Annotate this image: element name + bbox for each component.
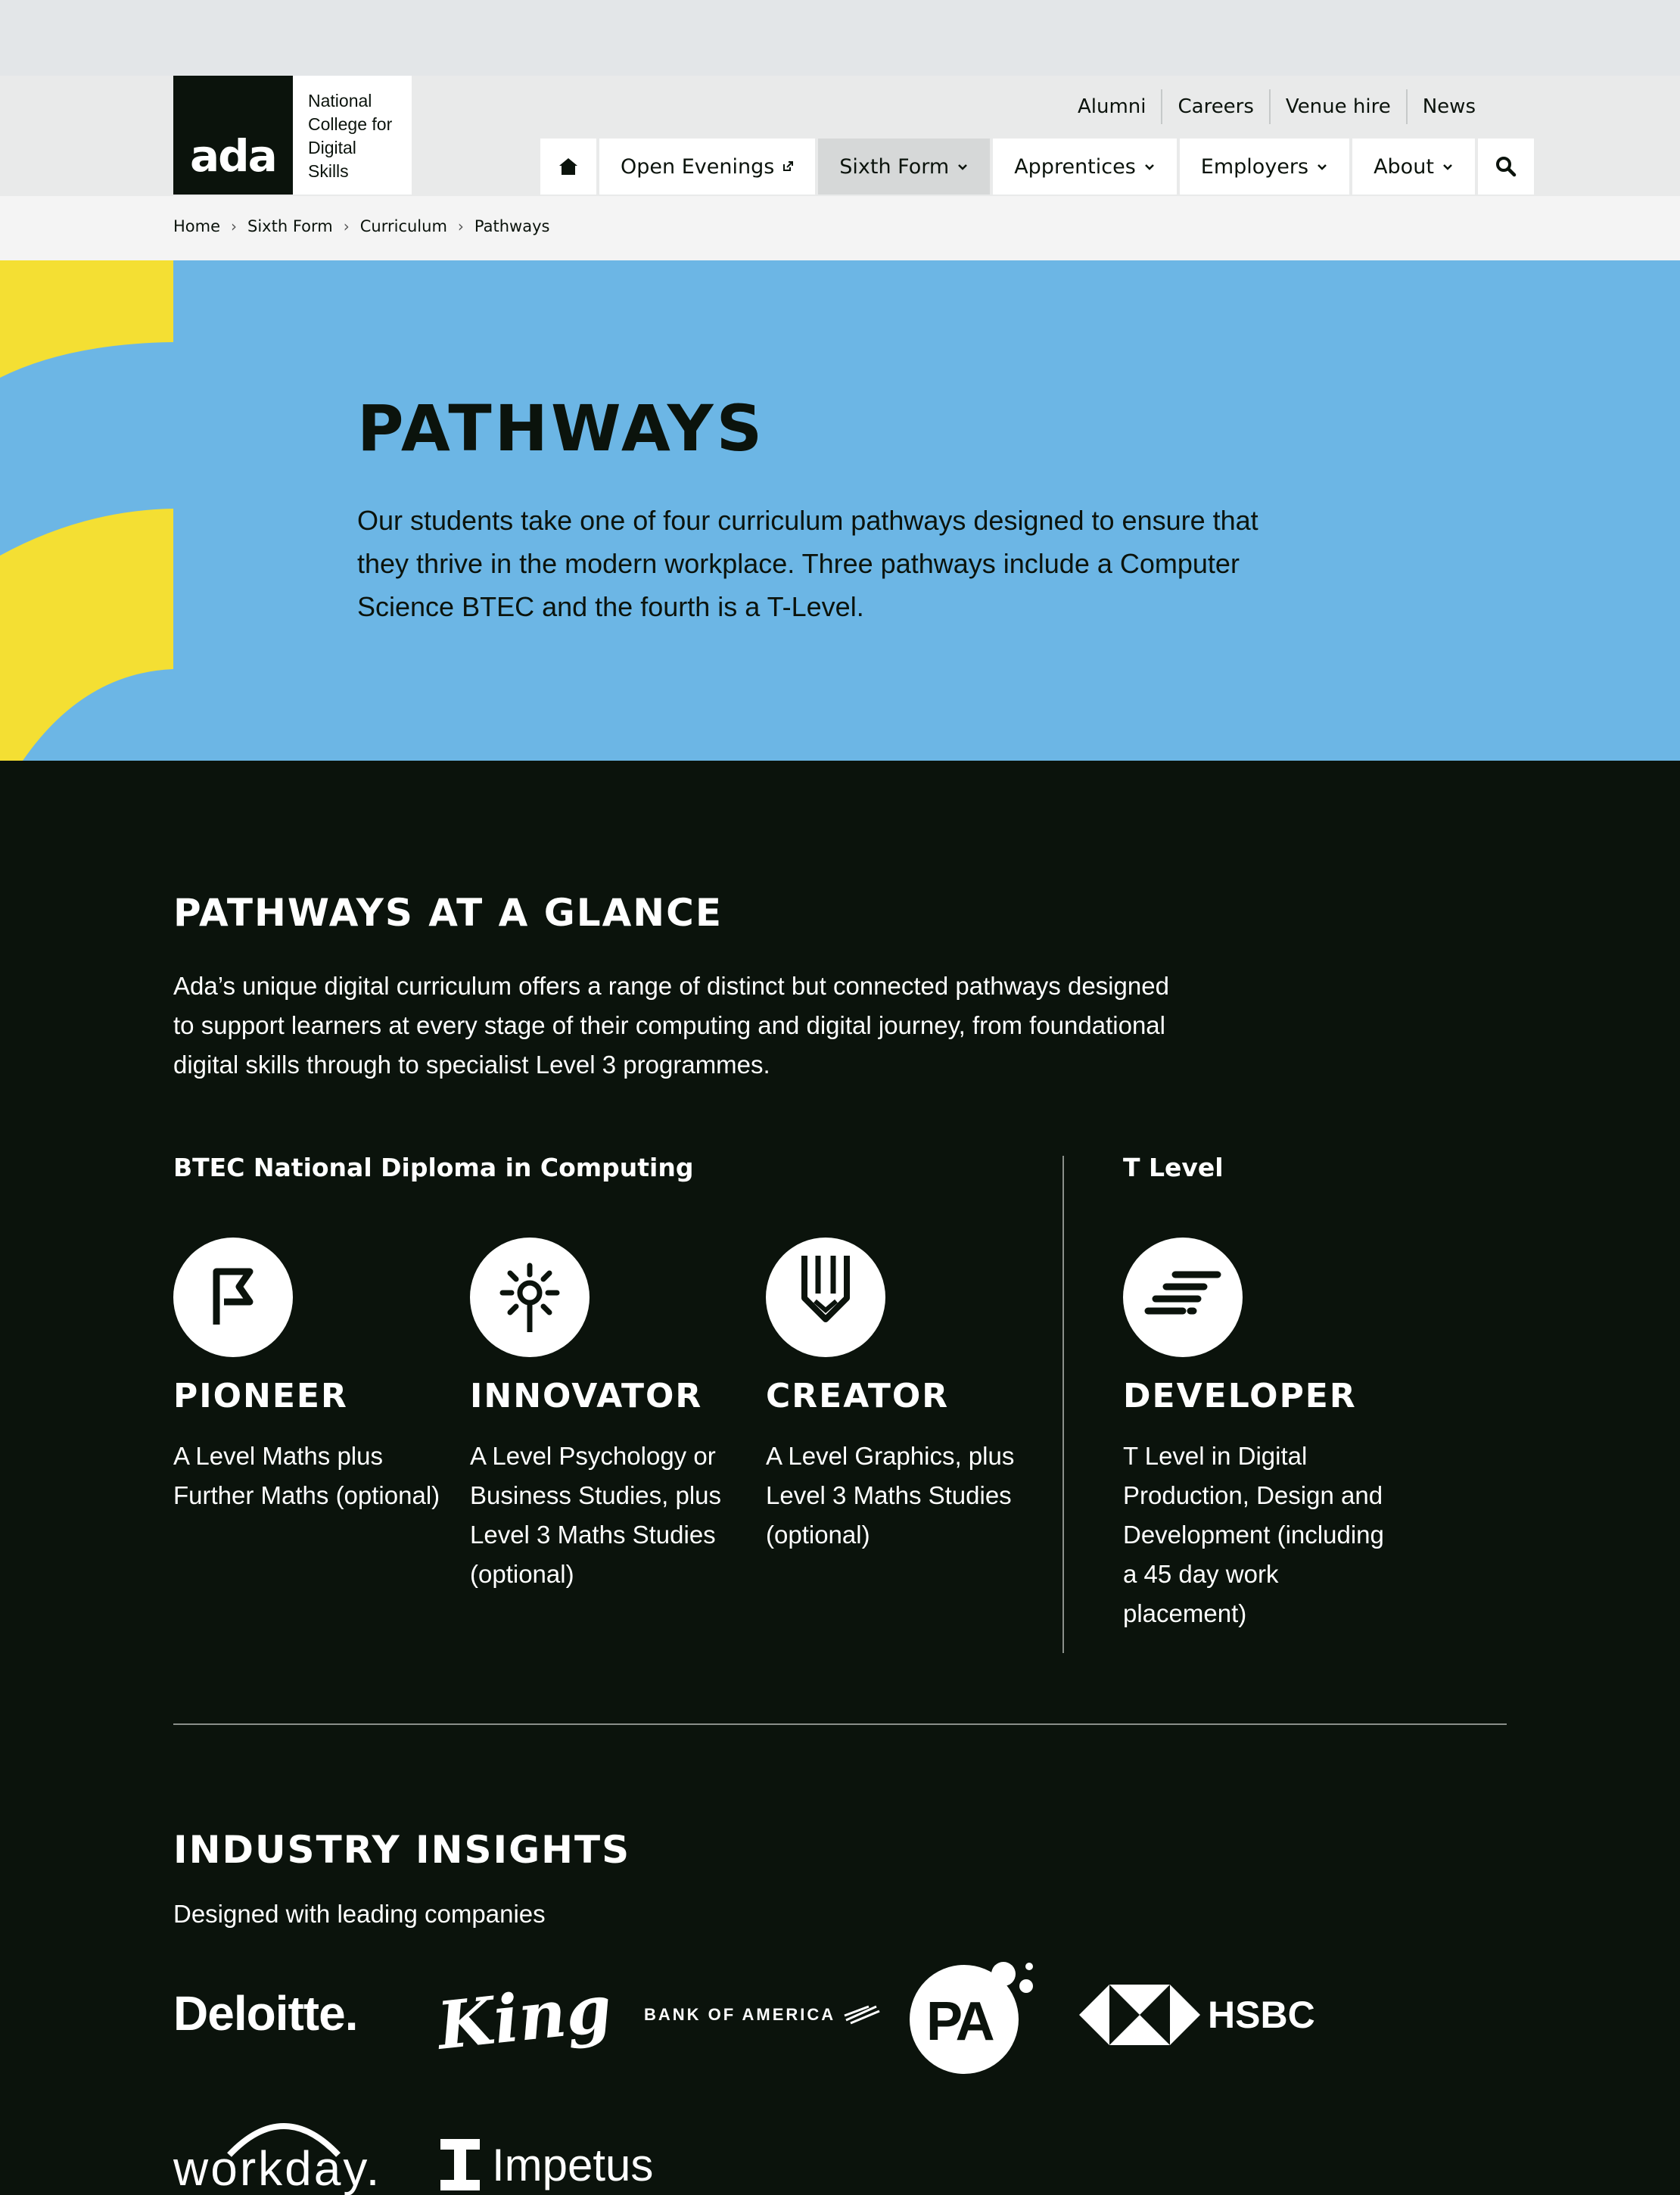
external-link-icon (782, 160, 794, 173)
util-link-alumni[interactable]: Alumni (1077, 95, 1146, 118)
breadcrumb-home[interactable]: Home (173, 217, 221, 235)
pathways-section (0, 761, 1680, 2195)
nav-about[interactable]: About (1352, 139, 1475, 195)
hero-intro: Our students take one of four curriculum pathways designed to ensure that they thrive in the modern workplace. Three pathways include a Computer Science BTEC and the fourth is a T-Level. (357, 505, 1258, 622)
breadcrumb-separator-icon: › (231, 217, 238, 235)
home-icon (558, 157, 578, 176)
pathway-creator (766, 1238, 1038, 1555)
pathway-name: INNOVATOR (470, 1377, 703, 1415)
pathway-name: CREATOR (766, 1377, 950, 1415)
main-nav (540, 139, 1534, 195)
site-logo[interactable] (173, 76, 412, 195)
logo-impetus: Impetus (437, 2131, 653, 2195)
pathway-description: A Level Graphics, plus Level 3 Maths Studies (optional) (766, 1442, 1015, 1549)
group-divider (1062, 1156, 1064, 1653)
chevron-down-icon (1316, 160, 1328, 173)
breadcrumb-separator-icon: › (457, 217, 464, 235)
group-label-btec: BTEC National Diploma in Computing (173, 1153, 694, 1182)
impetus-i-icon (437, 2134, 483, 2195)
logo-bank-of-america: BANK OF AMERICA (644, 2000, 881, 2030)
logo-name: National College for Digital Skills (308, 91, 393, 181)
bank-flag-icon (843, 2005, 881, 2025)
pathway-innovator (470, 1238, 742, 1594)
ada-logo-mark: ada (173, 76, 293, 195)
pathway-name: PIONEER (173, 1377, 348, 1415)
insights-subtitle: Designed with leading companies (173, 1900, 546, 1928)
pathway-description: A Level Maths plus Further Maths (optional) (173, 1442, 440, 1509)
nav-apprentices[interactable]: Apprentices (993, 139, 1177, 195)
chevron-down-icon (1442, 160, 1454, 173)
breadcrumb-sixth-form[interactable]: Sixth Form (247, 217, 333, 235)
decorative-yellow-arcs (0, 260, 174, 761)
chevron-down-icon (1143, 160, 1156, 173)
breadcrumb-separator-icon: › (343, 217, 350, 235)
logo-workday: workday. (173, 2108, 381, 2191)
hsbc-hexagon-icon (1079, 1985, 1200, 2045)
insights-heading: INDUSTRY INSIGHTS (173, 1828, 631, 1872)
logo-king: King (434, 1969, 615, 2065)
pathway-description: T Level in Digital Production, Design and Development (including a 45 day work placement) (1123, 1442, 1384, 1627)
nav-employers[interactable]: Employers (1180, 139, 1349, 195)
breadcrumb-current: Pathways (474, 217, 550, 235)
pathway-name: DEVELOPER (1123, 1377, 1357, 1415)
pencil-icon (766, 1238, 885, 1357)
page-title: PATHWAYS (357, 391, 766, 465)
logo-pa: PA (908, 1960, 1044, 2074)
workday-arc-icon (223, 2112, 344, 2158)
breadcrumb-curriculum[interactable]: Curriculum (359, 217, 447, 235)
nav-sixth-form[interactable]: Sixth Form (818, 139, 990, 195)
util-link-careers[interactable]: Careers (1161, 89, 1268, 124)
logo-hsbc: HSBC (1079, 1985, 1315, 2045)
glance-heading: PATHWAYS AT A GLANCE (173, 891, 723, 935)
logo-deloitte: Deloitte. (173, 1986, 358, 2041)
chevron-down-icon (957, 160, 969, 173)
lightbulb-icon (470, 1238, 590, 1357)
pathway-description: A Level Psychology or Business Studies, plus Level 3 Maths Studies (optional) (470, 1442, 722, 1588)
hero-banner (0, 260, 1680, 761)
section-divider (173, 1723, 1507, 1725)
pathway-pioneer (173, 1238, 446, 1515)
pathway-developer (1123, 1238, 1395, 1633)
glance-description: Ada’s unique digital curriculum offers a range of distinct but connected pathways designed to support learners at every stage of their computing and digital journey, from foundational digital skills through to specialist Level 3 programmes. (173, 972, 1169, 1079)
nav-home[interactable] (540, 139, 596, 195)
flag-icon (173, 1238, 293, 1357)
code-lines-icon (1123, 1238, 1243, 1357)
breadcrumb (0, 196, 1680, 260)
nav-open-evenings[interactable]: Open Evenings (599, 139, 815, 195)
util-link-news[interactable]: News (1406, 89, 1491, 124)
search-icon (1495, 156, 1517, 177)
browser-top-band (0, 0, 1680, 76)
utility-nav (1062, 89, 1491, 124)
util-link-venue-hire[interactable]: Venue hire (1269, 89, 1406, 124)
nav-search-button[interactable] (1478, 139, 1534, 195)
group-label-tlevel: T Level (1123, 1153, 1224, 1182)
